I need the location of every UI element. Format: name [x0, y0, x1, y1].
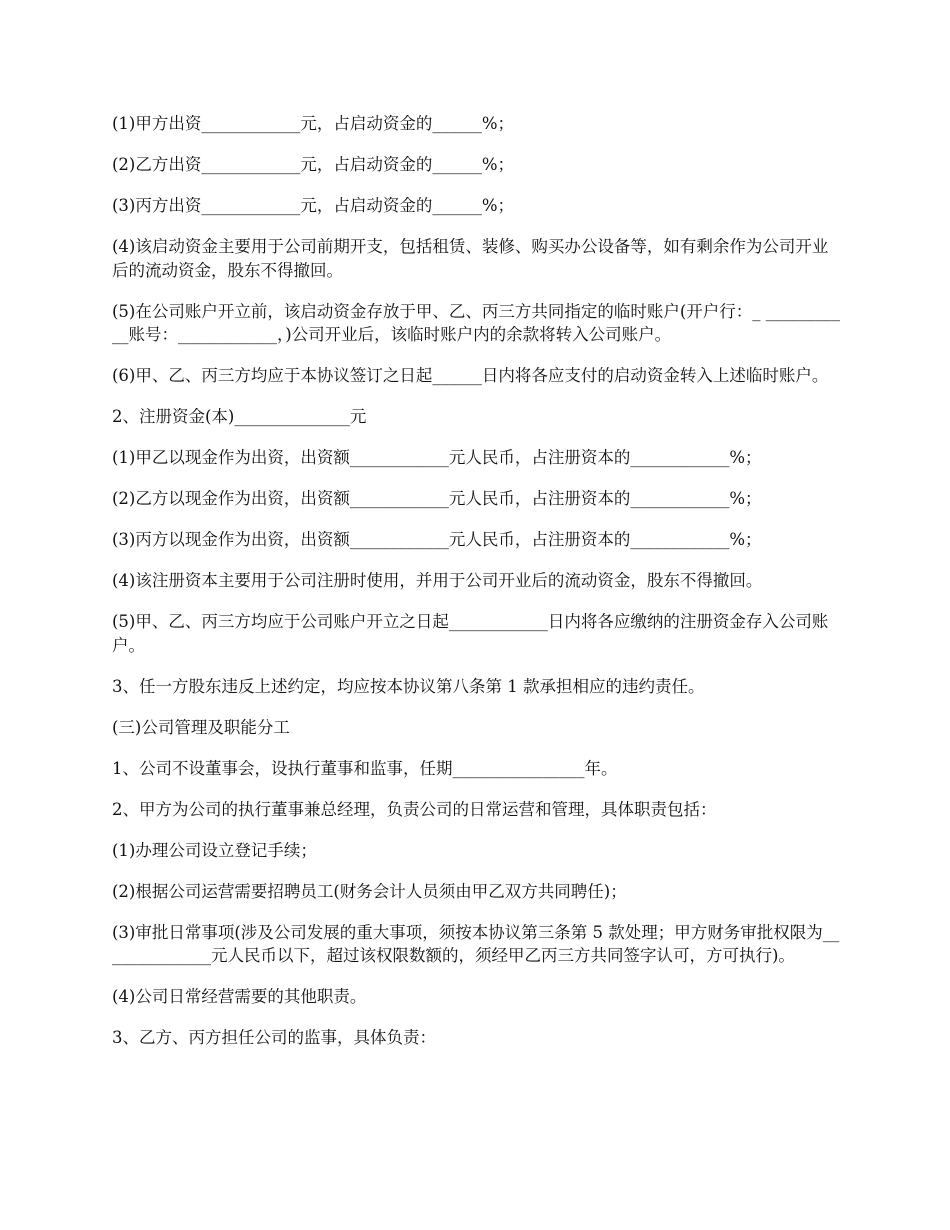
clause-registered-capital-party-a: (1)甲乙以现金作为出资，出资额____________元人民币，占注册资本的____________%；	[112, 448, 762, 467]
duty-hiring: (2)根据公司运营需要招聘员工(财务会计人员须由甲乙双方共同聘任)；	[112, 881, 627, 901]
clause-temporary-account: (5)在公司账户开立前，该启动资金存放于甲、乙、丙三方共同指定的临时账户(开户行：_ ___________账号：____________，)公司开业后，该临时账户内的余款将转入公司账户。	[112, 301, 841, 344]
clause-board-term: 1、公司不设董事会，设执行董事和监事，任期________________年。	[112, 758, 618, 778]
section-registered-capital: 2、注册资金(本)______________元	[112, 407, 367, 426]
clause-breach-liability: 3、任一方股东违反上述约定，均应按本协议第八条第 1 款承担相应的违约责任。	[112, 676, 705, 696]
clause-startup-capital-party-b: (2)乙方出资____________元，占启动资金的______%；	[112, 155, 515, 174]
clause-startup-capital-party-c: (3)丙方出资____________元，占启动资金的______%；	[112, 196, 515, 215]
clause-supervisors: 3、乙方、丙方担任公司的监事，具体负责：	[112, 1028, 436, 1047]
clause-startup-capital-party-a: (1)甲方出资____________元，占启动资金的______%；	[112, 114, 515, 133]
duty-other: (4)公司日常经营需要的其他职责。	[112, 987, 367, 1006]
clause-registered-capital-usage: (4)该注册资本主要用于公司注册时使用，并用于公司开业后的流动资金，股东不得撤回。	[112, 571, 763, 590]
section-heading-management: (三)公司管理及职能分工	[112, 717, 290, 737]
duty-approval: (3)审批日常事项(涉及公司发展的重大事项，须按本协议第三条第 5 款处理；甲方财务审批权限为______________元人民币以下，超过该权限数额的，须经甲乙丙三方共同签字认可，方可执行)。	[112, 922, 840, 965]
clause-startup-capital-usage: (4)该启动资金主要用于公司前期开支，包括租赁、装修、购买办公设备等，如有剩余作为公司开业后的流动资金，股东不得撤回。	[112, 237, 829, 280]
clause-startup-capital-transfer: (6)甲、乙、丙三方均应于本协议签订之日起______日内将各应支付的启动资金转入上述临时账户。	[112, 366, 829, 385]
document-page	[112, 112, 842, 1067]
clause-registered-capital-party-c: (3)丙方以现金作为出资，出资额____________元人民币，占注册资本的____________%；	[112, 530, 762, 549]
clause-registered-capital-party-b: (2)乙方以现金作为出资，出资额____________元人民币，占注册资本的____________%；	[112, 489, 762, 508]
clause-registered-capital-deposit: (5)甲、乙、丙三方均应于公司账户开立之日起____________日内将各应缴纳的注册资金存入公司账户。	[112, 612, 829, 655]
clause-executive-director-duties: 2、甲方为公司的执行董事兼总经理，负责公司的日常运营和管理，具体职责包括：	[112, 799, 717, 819]
duty-registration: (1)办理公司设立登记手续；	[112, 840, 317, 860]
